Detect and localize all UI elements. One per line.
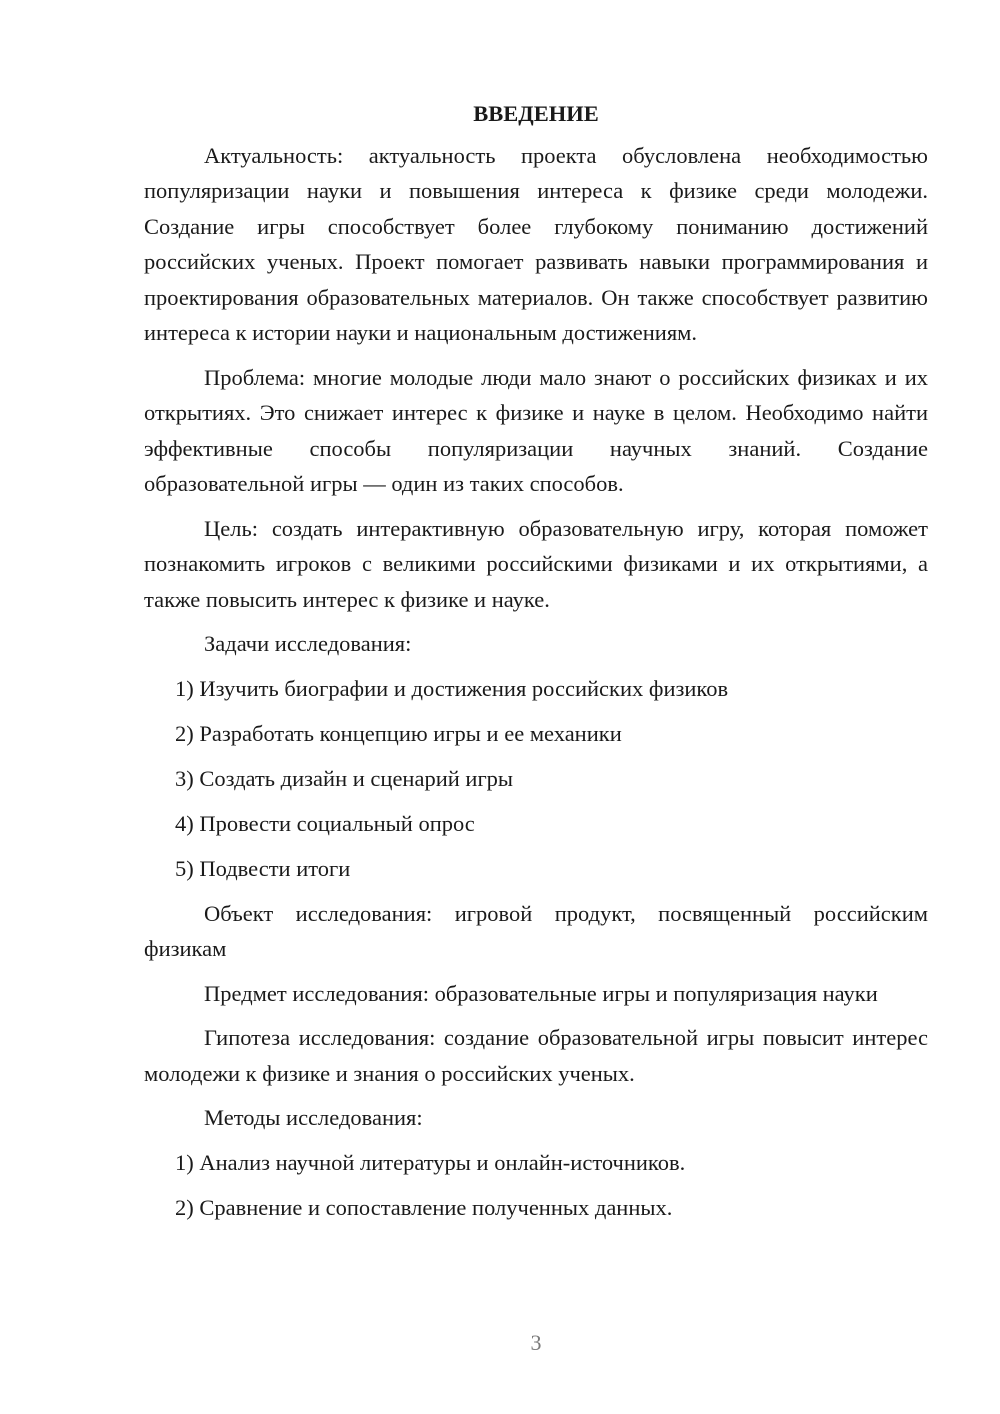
method-item: 1) Анализ научной литературы и онлайн-источников. (175, 1149, 686, 1175)
methods-list (144, 1145, 928, 1226)
object-paragraph: Объект исследования: игровой продукт, посвященный российским физикам (144, 900, 928, 961)
subject-paragraph: Предмет исследования: образовательные игры и популяризация науки (204, 980, 878, 1006)
tasks-intro: Задачи исследования: (204, 631, 412, 656)
relevance-paragraph: Актуальность: актуальность проекта обусловлена необходимостью популяризации науки и повышения интереса к физике среди молодежи. Создание игры способствует более глубокому пониманию достижений российских ученых. Проект помогает развивать навыки программирования и проектирования образовательных материалов. Он также способствует развитию интереса к истории науки и национальным достижениям. (144, 142, 928, 345)
page-number: 3 (530, 1330, 542, 1355)
task-item: 2) Разработать концепцию игры и ее механики (175, 720, 622, 746)
methods-intro: Методы исследования: (204, 1105, 423, 1130)
method-item: 2) Сравнение и сопоставление полученных данных. (175, 1194, 673, 1220)
task-item: 4) Провести социальный опрос (175, 810, 475, 836)
goal-paragraph: Цель: создать интерактивную образовательную игру, которая поможет познакомить игроков с великими российскими физиками и их открытиями, а также повысить интерес к физике и науке. (144, 515, 928, 612)
task-item: 3) Создать дизайн и сценарий игры (175, 765, 514, 791)
page-content (144, 96, 928, 1235)
tasks-list (144, 671, 928, 887)
hypothesis-paragraph: Гипотеза исследования: создание образовательной игры повысит интерес молодежи к физике и знания о российских ученых. (144, 1025, 928, 1086)
task-item: 1) Изучить биографии и достижения российских физиков (175, 675, 729, 701)
section-heading: ВВЕДЕНИЕ (473, 101, 599, 126)
problem-paragraph: Проблема: многие молодые люди мало знают о российских физиках и их открытиях. Это снижает интерес к физике и науке в целом. Необходимо найти эффективные способы популяризации научных знаний. Создание образовательной игры — один из таких способов. (144, 364, 928, 496)
task-item: 5) Подвести итоги (175, 855, 351, 881)
